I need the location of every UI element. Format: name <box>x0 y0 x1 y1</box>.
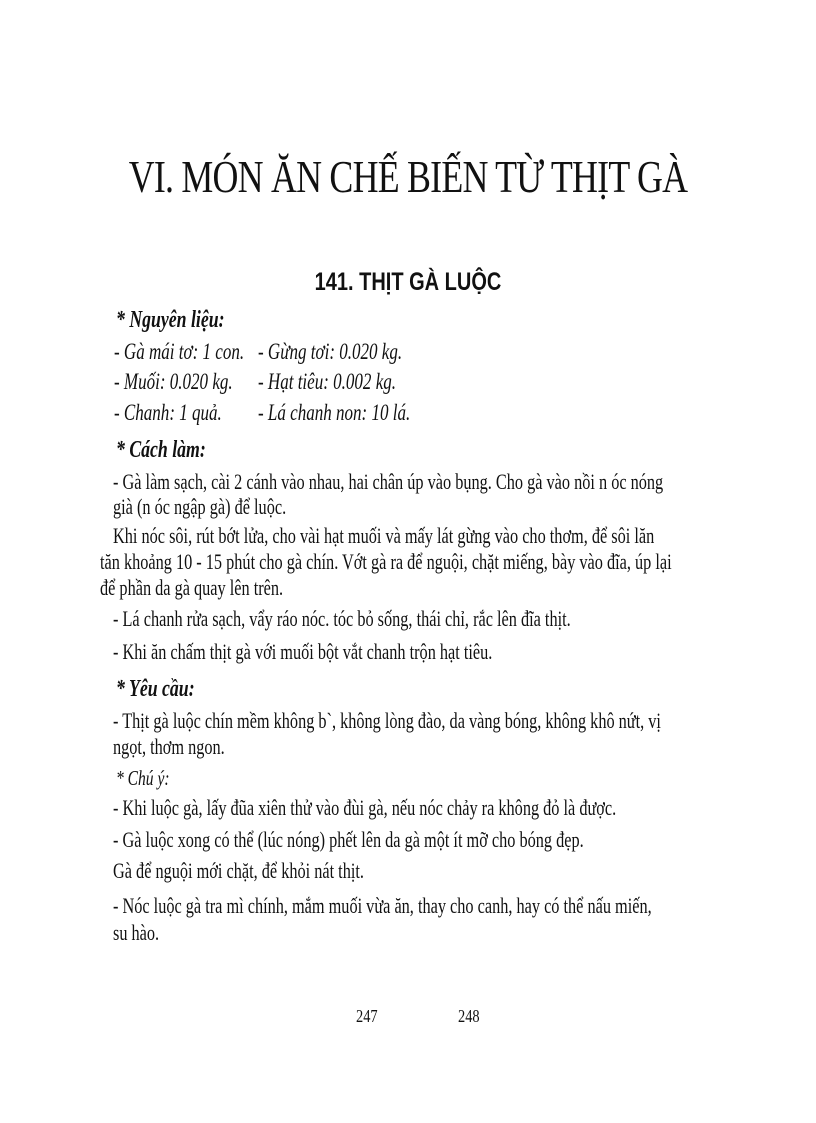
method-line: - Khi ăn chấm thịt gà với muối bột vắt chanh trộn hạt tiêu. <box>113 639 493 664</box>
method-line: để phần da gà quay lên trên. <box>100 575 284 600</box>
page-number-right: 248 <box>458 1006 480 1026</box>
method-line: - Gà làm sạch, cài 2 cánh vào nhau, hai chân úp vào bụng. Cho gà vào nồi n óc nóng <box>113 469 664 494</box>
chapter-title: VI. MÓN ĂN CHẾ BIẾN TỪ THỊT GÀ <box>128 151 688 202</box>
ingredient-item: - Hạt tiêu: 0.002 kg. <box>258 369 397 394</box>
notes-line: - Gà luộc xong có thể (lúc nóng) phết lên da gà một ít mỡ cho bóng đẹp. <box>113 827 584 852</box>
notes-heading: * Chú ý: <box>116 766 170 790</box>
requirements-heading: * Yêu cầu: <box>116 676 195 702</box>
page-number-left: 247 <box>356 1006 378 1026</box>
ingredients-heading: * Nguyên liệu: <box>116 307 225 333</box>
ingredient-item: - Muối: 0.020 kg. <box>114 369 233 394</box>
notes-line: - Khi luộc gà, lấy đũa xiên thử vào đùi gà, nếu nóc chảy ra không đỏ là được. <box>113 795 617 820</box>
method-line: - Lá chanh rửa sạch, vẩy ráo nóc. tóc bỏ sống, thái chỉ, rắc lên đĩa thịt. <box>113 606 571 631</box>
ingredient-item: - Gừng tơi: 0.020 kg. <box>258 339 403 364</box>
method-heading: * Cách làm: <box>116 437 206 463</box>
requirements-line: ngọt, thơm ngon. <box>113 734 225 759</box>
notes-line: Gà để nguội mới chặt, để khỏi nát thịt. <box>113 858 364 883</box>
notes-line: su hào. <box>113 920 160 945</box>
notes-line: - Nóc luộc gà tra mì chính, mắm muối vừa ăn, thay cho canh, hay có thể nấu miến, <box>113 893 652 918</box>
ingredient-item: - Gà mái tơ: 1 con. <box>114 339 245 364</box>
method-line: già (n óc ngập gà) để luộc. <box>113 494 287 519</box>
method-line: Khi nóc sôi, rút bớt lửa, cho vài hạt muối và mấy lát gừng vào cho thơm, để sôi lăn <box>113 523 655 548</box>
ingredient-item: - Chanh: 1 quả. <box>114 400 222 425</box>
method-line: tăn khoảng 10 - 15 phút cho gà chín. Vớt gà ra để nguội, chặt miếng, bày vào đĩa, úp lại <box>100 549 672 574</box>
recipe-title: 141. THỊT GÀ LUỘC <box>314 268 502 296</box>
requirements-line: - Thịt gà luộc chín mềm không b`, không lòng đào, da vàng bóng, không khô nứt, vị <box>113 708 661 733</box>
ingredient-item: - Lá chanh non: 10 lá. <box>258 400 411 425</box>
